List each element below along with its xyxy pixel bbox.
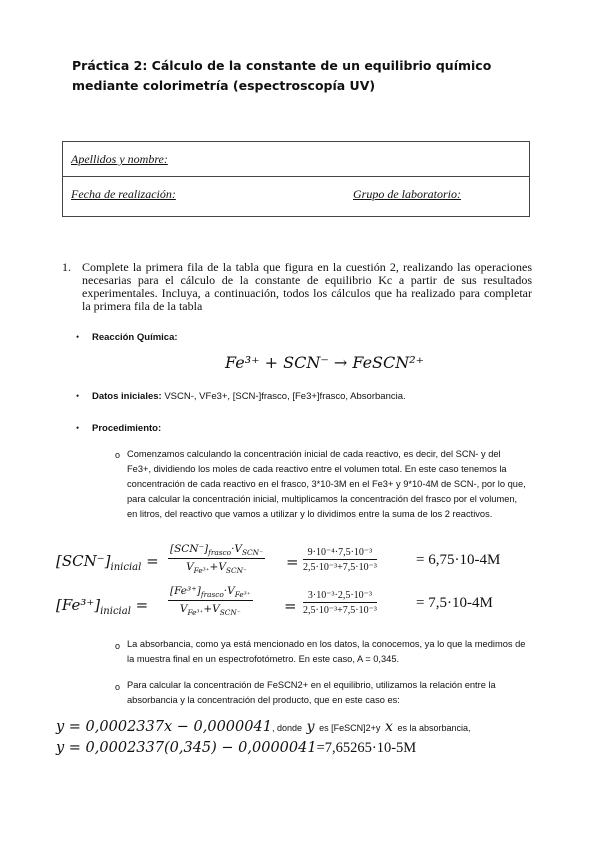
equals-sign: = — [286, 553, 299, 571]
scn-result: = 6,75·10-4M — [416, 552, 501, 568]
reaction-equation: Fe³⁺ + SCN⁻ → FeSCN²⁺ — [225, 353, 425, 372]
scn-initial-label: $[SCN^-]_{inicial}$ = — [56, 552, 159, 573]
info-box-divider — [63, 176, 529, 177]
question-number: 1. — [62, 260, 71, 274]
bullet-icon: • — [76, 332, 80, 342]
fe-fraction-numeric: $\frac{\text{3·10⁻³·2,5·10⁻³}}{\text{2,5·10⁻³+7,5·10⁻³}}$ — [303, 590, 377, 616]
fe-result: = 7,5·10-4M — [416, 595, 493, 611]
datos-values: VSCN-, VFe3+, [SCN-]frasco, [Fe3+]frasco, Absorbancia. — [164, 391, 406, 402]
sub-bullet-icon: o — [115, 641, 121, 651]
sub-bullet-icon: o — [115, 450, 121, 460]
paragraph-product-concentration: Para calcular la concentración de FeSCN2+ en el equilibrio, utilizamos la relación entre la absorbancia y la concentración del producto, que en este caso es: — [127, 680, 496, 705]
paragraph-initial-concentration: Comenzamos calculando la concentración inicial de cada reactivo, es decir, del SCN- y del Fe3+, dividiendo los moles de cada reactivo entre el volumen total. En este caso tenemos la concentración de cada reactivo en el frasco, 3*10-3M en el Fe3+ y 9*10-4M de SCN-, por lo que, para calcular la concentración inicial, multiplicamos la concentración del frasco por el volumen, en litros, del reactivo que vamos a utilizar y lo dividimos entre la suma de los 2 reactivos. — [127, 449, 526, 519]
sub-bullet-icon: o — [115, 682, 121, 692]
bullet-icon: • — [76, 391, 80, 401]
fe-initial-label: $[Fe^{3+}]_{inicial}$ = — [56, 596, 149, 617]
paragraph-absorbance: La absorbancia, como ya está mencionado en los datos, la conocemos, ya lo que la medimos de la muestra final en un espectrofotómetro. En este caso, A = 0,345. — [127, 639, 526, 664]
apellidos-field-label: Apellidos y nombre: — [71, 152, 168, 166]
fecha-field-label: Fecha de realización: — [71, 187, 176, 201]
substituted-equation: y = 0,0002337(0,345) − 0,0000041=7,65265·10-5M — [56, 740, 417, 756]
linear-equation: y = 0,0002337x − 0,0000041, donde y es [FeSCN]2+y x es la absorbancia, — [56, 719, 471, 735]
bullet-icon: • — [76, 423, 80, 433]
question-1 — [62, 261, 532, 313]
procedimiento-label: Procedimiento: — [92, 423, 162, 434]
question-text: Complete la primera fila de la tabla que figura en la cuestión 2, realizando las operaciones necesarias para el cálculo de la constante de equilibrio Kc a partir de sus resultados experimentales. Incluya, a continuación, todos los cálculos que ha realizado para completar la primera fila de la tabla — [82, 260, 532, 313]
equals-sign: = — [284, 597, 297, 615]
datos-iniciales: Datos iniciales: VSCN-, VFe3+, [SCN-]frasco, [Fe3+]frasco, Absorbancia. — [92, 391, 406, 402]
scn-fraction-numeric: $\frac{\text{9·10⁻⁴·7,5·10⁻³}}{\text{2,5·10⁻³+7,5·10⁻³}}$ — [303, 547, 377, 573]
fe-fraction-symbolic: $[Fe^{3+}]_{frasco}\cdot V_{Fe^{3+}}$ $V_{Fe^{3+}}+V_{SCN^-}$ — [170, 585, 251, 618]
page-title: Práctica 2: Cálculo de la constante de un equilibrio químico mediante colorimetría (espectroscopía UV) — [72, 58, 492, 93]
grupo-field-label: Grupo de laboratorio: — [353, 187, 461, 201]
reaccion-label: Reacción Química: — [92, 332, 178, 343]
scn-fraction-symbolic: $[SCN^-]_{frasco}\cdot V_{SCN^-}$ $V_{Fe^{3+}}+V_{SCN^-}$ — [170, 543, 263, 576]
student-info-box — [62, 141, 530, 217]
